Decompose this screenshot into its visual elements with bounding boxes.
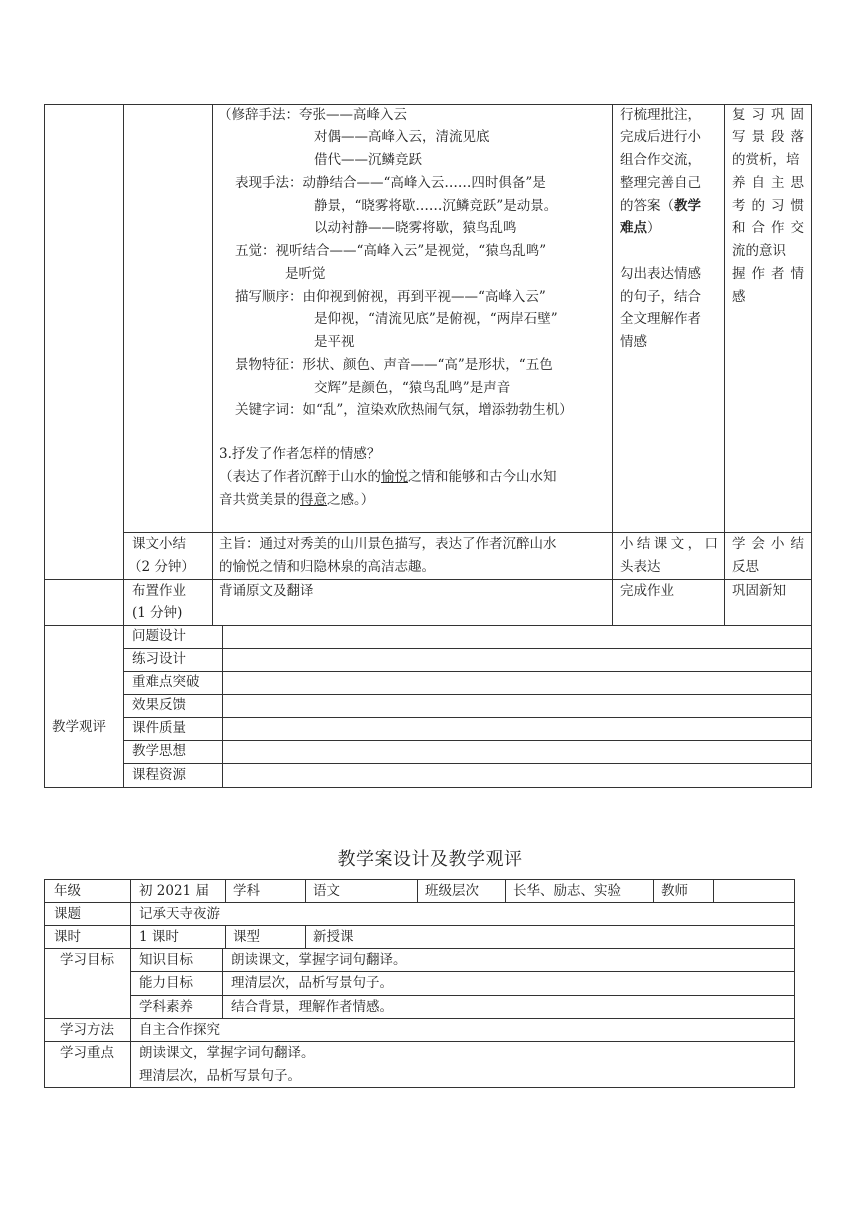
subject-label: 学科 bbox=[233, 883, 260, 899]
review-item: 重难点突破 bbox=[132, 674, 200, 690]
goal-text: 理清层次，品析写景句子。 bbox=[231, 975, 393, 991]
review-item: 问题设计 bbox=[132, 628, 186, 644]
type-label: 课型 bbox=[233, 929, 260, 945]
summary-purpose: 反思 bbox=[732, 559, 759, 575]
level-value: 长华、励志、实验 bbox=[513, 883, 621, 899]
purpose-line: 考的习惯 bbox=[732, 198, 804, 214]
purpose-line: 的赏析，培 bbox=[732, 152, 800, 168]
grade-value: 初 2021 届 bbox=[139, 883, 209, 899]
homework-content: 背诵原文及翻译 bbox=[219, 583, 314, 599]
content-line: 关键字词：如“乱”，渲染欢欣热闹气氛，增添勃勃生机） bbox=[235, 402, 573, 418]
review-item: 练习设计 bbox=[132, 651, 186, 667]
summary-label: 课文小结 bbox=[132, 536, 186, 552]
content-line: 五觉：视听结合——“高峰入云”是视觉，“猿鸟乱鸣” bbox=[235, 243, 547, 259]
review-label: 教学观评 bbox=[52, 719, 106, 735]
key-point: 理清层次，品析写景句子。 bbox=[139, 1068, 301, 1084]
content-line: 是仰视，“清流见底”是俯视，“两岸石壁” bbox=[314, 311, 558, 327]
summary-content: 的愉悦之情和归隐林泉的高洁志趣。 bbox=[219, 559, 435, 575]
content-line: （修辞手法：夸张——高峰入云 bbox=[218, 107, 407, 123]
topic-label: 课题 bbox=[54, 906, 81, 922]
purpose-line: 复习巩固 bbox=[732, 107, 804, 123]
activity-line: 全文理解作者 bbox=[620, 311, 701, 327]
content-line: 描写顺序：由仰视到俯视，再到平视——“高峰入云” bbox=[235, 289, 546, 305]
activity-line: 组合作交流， bbox=[620, 152, 701, 168]
grade-label: 年级 bbox=[54, 883, 81, 899]
goal-name: 能力目标 bbox=[139, 975, 193, 991]
goal-name: 学科素养 bbox=[139, 999, 193, 1015]
purpose-line: 养自主思 bbox=[732, 175, 804, 191]
summary-activity: 小结课文，口 bbox=[620, 536, 718, 552]
goal-text: 朗读课文，掌握字词句翻译。 bbox=[231, 952, 407, 968]
method-value: 自主合作探究 bbox=[139, 1022, 220, 1038]
activity-line: 行梳理批注， bbox=[620, 107, 701, 123]
content-line: 对偶——高峰入云，清流见底 bbox=[314, 129, 490, 145]
question-3: 3.抒发了作者怎样的情感？ bbox=[219, 446, 381, 462]
summary-content: 主旨：通过对秀美的山川景色描写，表达了作者沉醉山水 bbox=[219, 536, 557, 552]
answer-3-line1: （表达了作者沉醉于山水的愉悦之情和能够和古今山水知 bbox=[219, 469, 557, 485]
content-line: 静景，“晓雾将歇……沉鳞竞跃”是动景。 bbox=[314, 198, 558, 214]
content-line: 交辉”是颜色，“猿鸟乱鸣”是声音 bbox=[314, 380, 511, 396]
purpose-line: 握作者情 bbox=[732, 266, 804, 282]
hours-value: 1 课时 bbox=[139, 929, 179, 945]
homework-time: (1 分钟) bbox=[132, 605, 183, 621]
review-item: 教学思想 bbox=[132, 743, 186, 759]
content-line: 以动衬静——晓雾将歇，猿鸟乱鸣 bbox=[314, 220, 517, 236]
level-label: 班级层次 bbox=[425, 883, 479, 899]
activity-line: 整理完善自己 bbox=[620, 175, 701, 191]
goals-label: 学习目标 bbox=[60, 952, 114, 968]
answer-3-line2: 音共赏美景的得意之感。） bbox=[219, 492, 375, 508]
subject-value: 语文 bbox=[313, 883, 340, 899]
content-line: 是听觉 bbox=[285, 266, 326, 282]
purpose-line: 感 bbox=[732, 289, 746, 305]
summary-purpose: 学会小结 bbox=[732, 536, 804, 552]
goal-name: 知识目标 bbox=[139, 952, 193, 968]
review-item: 课件质量 bbox=[132, 720, 186, 736]
purpose-line: 流的意识 bbox=[732, 243, 786, 259]
method-label: 学习方法 bbox=[60, 1022, 114, 1038]
activity-line: 的答案（教学 bbox=[620, 198, 701, 214]
key-point: 朗读课文，掌握字词句翻译。 bbox=[139, 1045, 315, 1061]
purpose-line: 写景段落 bbox=[732, 129, 804, 145]
page-title: 教学案设计及教学观评 bbox=[337, 849, 523, 870]
purpose-line: 和合作交 bbox=[732, 220, 804, 236]
homework-label: 布置作业 bbox=[132, 583, 186, 599]
summary-time: （2 分钟） bbox=[128, 559, 195, 575]
activity-line: 难点） bbox=[620, 220, 661, 236]
activity-line: 情感 bbox=[620, 334, 647, 350]
goal-text: 结合背景，理解作者情感。 bbox=[231, 999, 393, 1015]
teacher-label: 教师 bbox=[661, 883, 688, 899]
content-line: 借代——沉鳞竞跃 bbox=[314, 152, 422, 168]
review-item: 课程资源 bbox=[132, 767, 186, 783]
activity-line: 勾出表达情感 bbox=[620, 266, 701, 282]
content-line: 景物特征：形状、颜色、声音——“高”是形状，“五色 bbox=[235, 357, 553, 373]
type-value: 新授课 bbox=[313, 929, 354, 945]
activity-line: 完成后进行小 bbox=[620, 129, 701, 145]
content-line: 是平视 bbox=[314, 334, 355, 350]
hours-label: 课时 bbox=[54, 929, 81, 945]
homework-activity: 完成作业 bbox=[620, 583, 674, 599]
summary-activity: 头表达 bbox=[620, 559, 661, 575]
activity-line: 的句子，结合 bbox=[620, 289, 701, 305]
content-line: 表现手法：动静结合——“高峰入云……四时俱备”是 bbox=[235, 175, 546, 191]
homework-purpose: 巩固新知 bbox=[732, 583, 786, 599]
topic-value: 记承天寺夜游 bbox=[139, 906, 220, 922]
key-label: 学习重点 bbox=[60, 1045, 114, 1061]
review-item: 效果反馈 bbox=[132, 697, 186, 713]
